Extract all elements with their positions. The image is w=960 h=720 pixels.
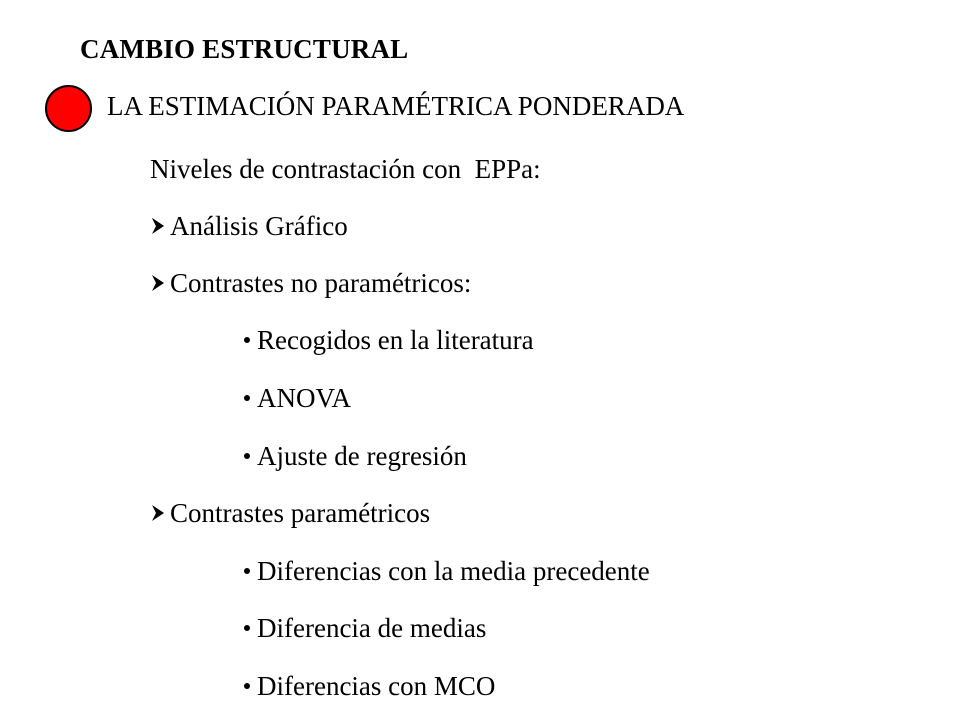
bullet-dot-icon xyxy=(244,324,257,356)
bullet-dot-icon xyxy=(244,440,257,472)
section-analisis-grafico xyxy=(150,210,348,242)
list-item: Diferencias con la media precedente xyxy=(244,555,650,587)
arrow-bullet-icon xyxy=(150,501,170,525)
section-label: Análisis Gráfico xyxy=(170,211,348,241)
list-item: Diferencia de medias xyxy=(244,612,486,644)
bullet-dot-icon xyxy=(244,555,257,587)
list-item: Diferencias con MCO xyxy=(244,670,495,702)
section-contrastes-no-parametricos xyxy=(150,267,471,299)
list-item: Recogidos en la literatura xyxy=(244,324,534,356)
slide-title: CAMBIO ESTRUCTURAL xyxy=(80,34,409,64)
intro-text: Niveles de contrastación con EPPa: xyxy=(150,154,541,184)
arrow-bullet-icon xyxy=(150,214,170,238)
section-contrastes-parametricos xyxy=(150,497,430,529)
slide-subtitle: LA ESTIMACIÓN PARAMÉTRICA PONDERADA xyxy=(107,91,685,121)
list-item: ANOVA xyxy=(244,382,351,414)
list-item: Ajuste de regresión xyxy=(244,440,467,472)
section-label: Contrastes no paramétricos: xyxy=(170,268,472,298)
section-label: Contrastes paramétricos xyxy=(170,498,431,528)
arrow-bullet-icon xyxy=(150,271,170,295)
red-circle-marker xyxy=(45,85,92,132)
bullet-dot-icon xyxy=(244,612,257,644)
bullet-dot-icon xyxy=(244,382,257,414)
bullet-dot-icon xyxy=(244,670,257,702)
